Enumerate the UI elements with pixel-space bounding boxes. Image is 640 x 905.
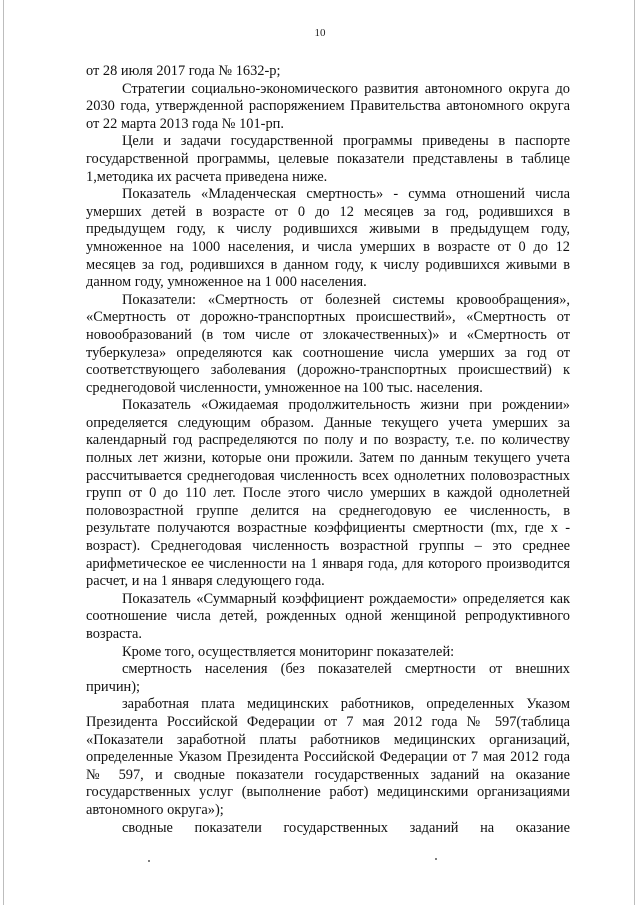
paragraph-6: Показатель «Ожидаемая продолжительность жизни при рождении» определяется следующим образом. Данные текущего учета умерших за календарный год распределяются по полу и по возрасту, т.е. по количеству полных лет жизни, которые они прожили. Затем по данным текущего учета рассчитывается среднегодовая численность всех однолетних половозрастных групп от 0 до 110 лет. После этого число умерших в каждой однолетней половозрастной группе делится на среднегодовую ее численность, в результате получаются возрастные коэффициенты смертности (mx, где x - возраст). Среднегодовая численность возрастной группы – это среднее арифметическое ее численности на 1 января года, для которого производится расчет, и на 1 января следующего года. (86, 397, 570, 590)
paragraph-5: Показатели: «Смертность от болезней системы кровообращения», «Смертность от дорожно-транспортных происшествий», «Смертность от новообразований (в том числе от злокачественных)» и «Смертность от туберкулеза» определяются как соотношение числа умерших за год от соответствующего заболевания (дорожно-транспортных происшествий) к среднегодовой численности, умноженное на 100 тыс. населения. (86, 291, 570, 396)
page-right-edge (634, 0, 635, 905)
paragraph-4: Показатель «Младенческая смертность» - сумма отношений числа умерших детей в возрасте от 0 до 12 месяцев за год, родившихся в предыдущем году, к числу родившихся живыми в предыдущем году, умноженное на 1000 населения, и числа умерших в возрасте от 0 до 12 месяцев за год, родившихся в данном году, к числу родившихся живыми в данном году, умноженное на 1 000 населения. (86, 186, 570, 291)
document-body (86, 63, 570, 837)
page-left-edge (3, 0, 4, 905)
paragraph-2: Стратегии социально-экономического развития автономного округа до 2030 года, утвержденной распоряжением Правительства автономного округа от 22 марта 2013 года № 101-рп. (86, 80, 570, 132)
paragraph-9: смертность населения (без показателей смертности от внешних причин); (86, 661, 570, 695)
scan-speck (435, 858, 437, 860)
paragraph-8: Кроме того, осуществляется мониторинг показателей: (122, 643, 455, 660)
paragraph-10: заработная плата медицинских работников, определенных Указом Президента Российской Федерации от 7 мая 2012 года № 597(таблица «Показатели заработной платы работников медицинских организаций, определенные Указом Президента Российской Федерации от 7 мая 2012 года № 597, и сводные показатели государственных заданий на оказание государственных услуг (выполнение работ) медицинскими организациями автономного округа»); (86, 696, 570, 818)
page-number: 10 (314, 27, 326, 39)
paragraph-3: Цели и задачи государственной программы приведены в паспорте государственной программы, целевые показатели представлены в таблице 1,методика их расчета приведена ниже. (86, 133, 570, 185)
paragraph-11: сводные показатели государственных заданий на оказание (122, 819, 570, 836)
paragraph-1: от 28 июля 2017 года № 1632-р; (86, 63, 281, 79)
scan-speck (148, 860, 150, 862)
paragraph-7: Показатель «Суммарный коэффициент рождаемости» определяется как соотношение числа детей, рожденных одной женщиной репродуктивного возраста. (86, 590, 570, 642)
